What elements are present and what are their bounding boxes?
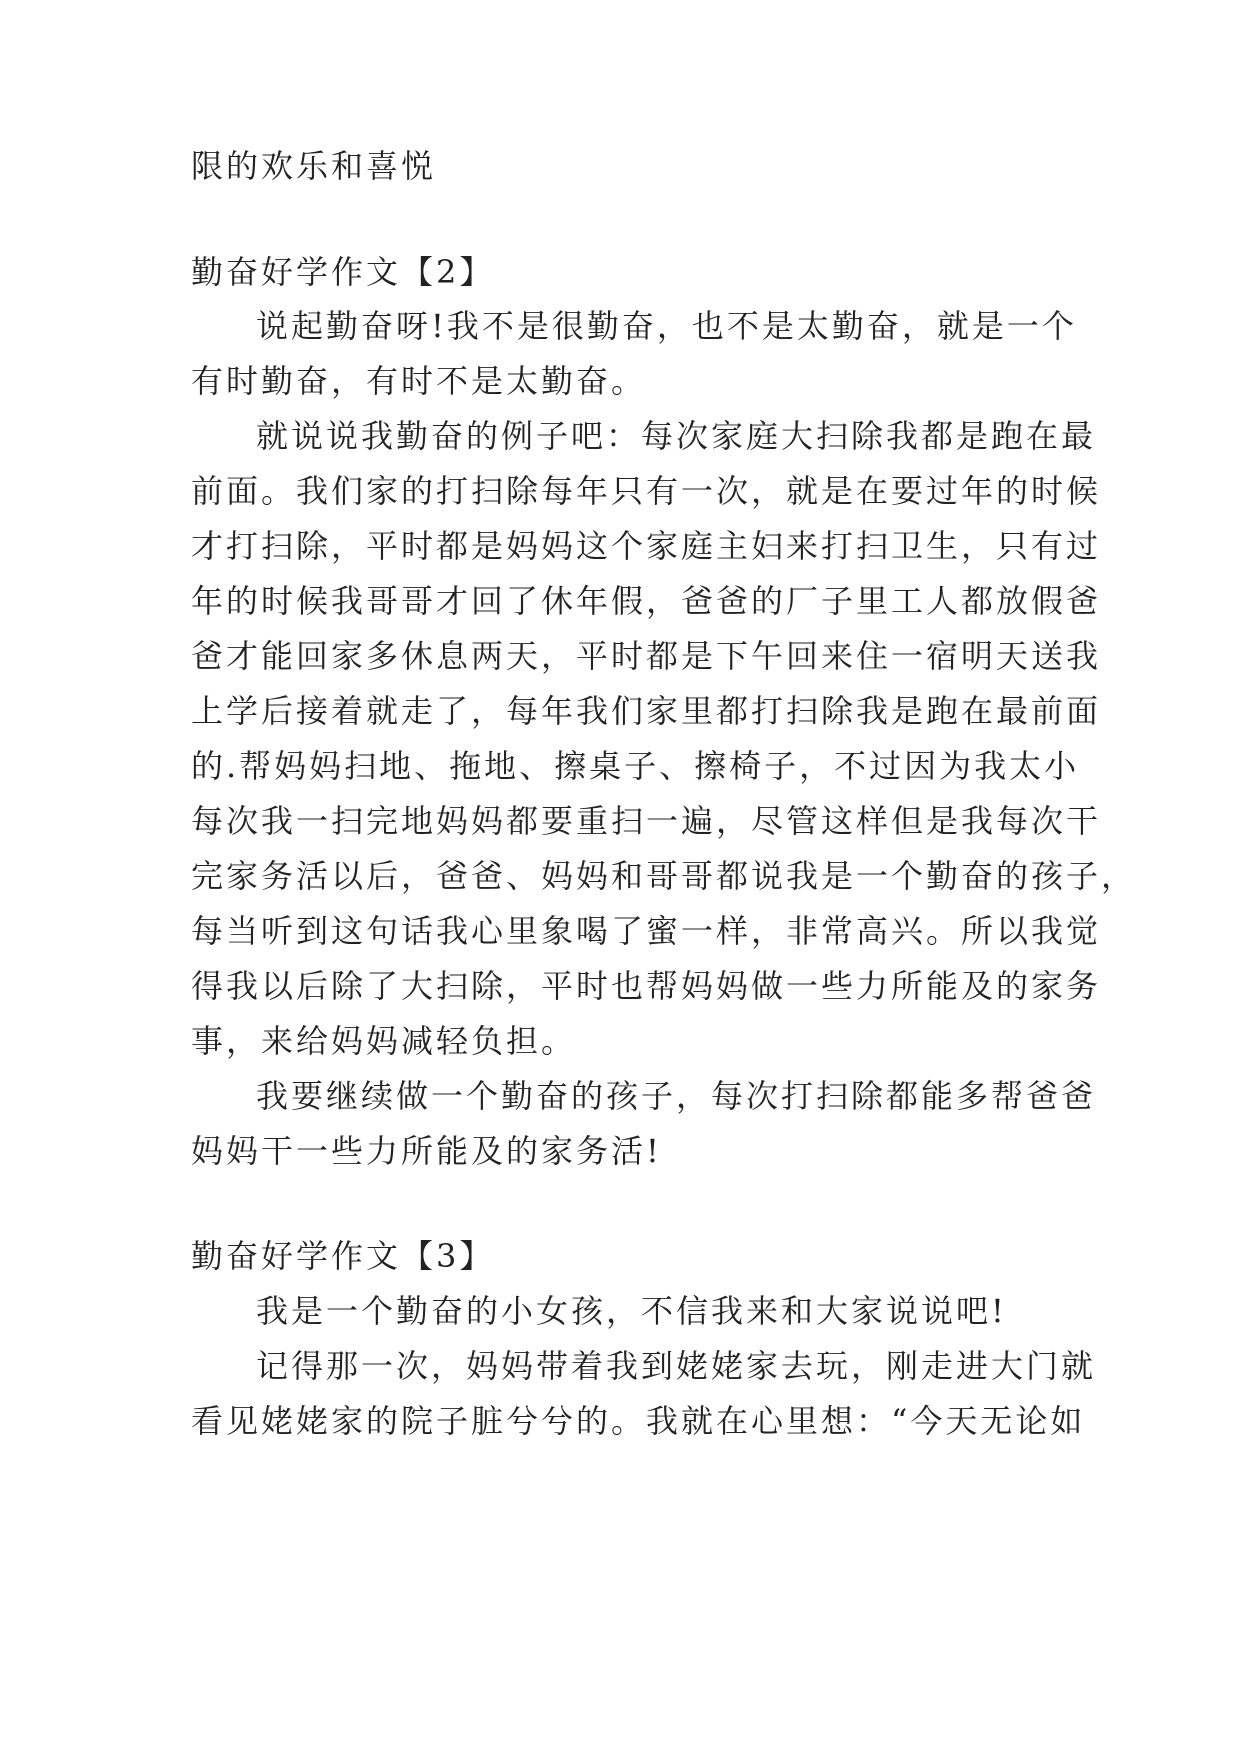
text-line: 我要继续做一个勤奋的孩子，每次打扫除都能多帮爸爸: [256, 1077, 1097, 1115]
text-line: 记得那一次，妈妈带着我到姥姥家去玩，刚走进大门就: [256, 1347, 1097, 1385]
text-line: 我是一个勤奋的小女孩，不信我来和大家说说吧!: [256, 1292, 1007, 1330]
text-line: 前面。我们家的打扫除每年只有一次，就是在要过年的时候: [191, 472, 1102, 510]
text-line: 年的时候我哥哥才回了休年假，爸爸的厂子里工人都放假爸: [191, 582, 1102, 620]
text-line: 事，来给妈妈减轻负担。: [191, 1022, 577, 1060]
text-line: 每次我一扫完地妈妈都要重扫一遍，尽管这样但是我每次干: [191, 802, 1102, 840]
text-line: 得我以后除了大扫除，平时也帮妈妈做一些力所能及的家务: [191, 967, 1102, 1005]
text-line: 看见姥姥家的院子脏兮兮的。我就在心里想：“今天无论如: [191, 1402, 1086, 1440]
text-line: 有时勤奋，有时不是太勤奋。: [191, 362, 647, 400]
text-line: 的.帮妈妈扫地、拖地、擦桌子、擦椅子，不过因为我太小: [191, 747, 1080, 785]
text-line: 爸才能回家多休息两天，平时都是下午回来住一宿明天送我: [191, 637, 1102, 675]
text-line: 才打扫除，平时都是妈妈这个家庭主妇来打扫卫生，只有过: [191, 527, 1102, 565]
text-line: 说起勤奋呀!我不是很勤奋，也不是太勤奋，就是一个: [256, 307, 1077, 345]
section-heading: 勤奋好学作文【2】: [191, 253, 495, 291]
text-line: 限的欢乐和喜悦: [191, 147, 437, 185]
section-heading: 勤奋好学作文【3】: [191, 1237, 495, 1275]
text-line: 每当听到这句话我心里象喝了蜜一样，非常高兴。所以我觉: [191, 912, 1102, 950]
text-line: 妈妈干一些力所能及的家务活!: [191, 1132, 662, 1170]
text-line: 就说说我勤奋的例子吧：每次家庭大扫除我都是跑在最: [256, 417, 1097, 455]
text-line: 上学后接着就走了，每年我们家里都打扫除我是跑在最前面: [191, 692, 1102, 730]
text-line: 完家务活以后，爸爸、妈妈和哥哥都说我是一个勤奋的孩子，: [191, 857, 1137, 895]
